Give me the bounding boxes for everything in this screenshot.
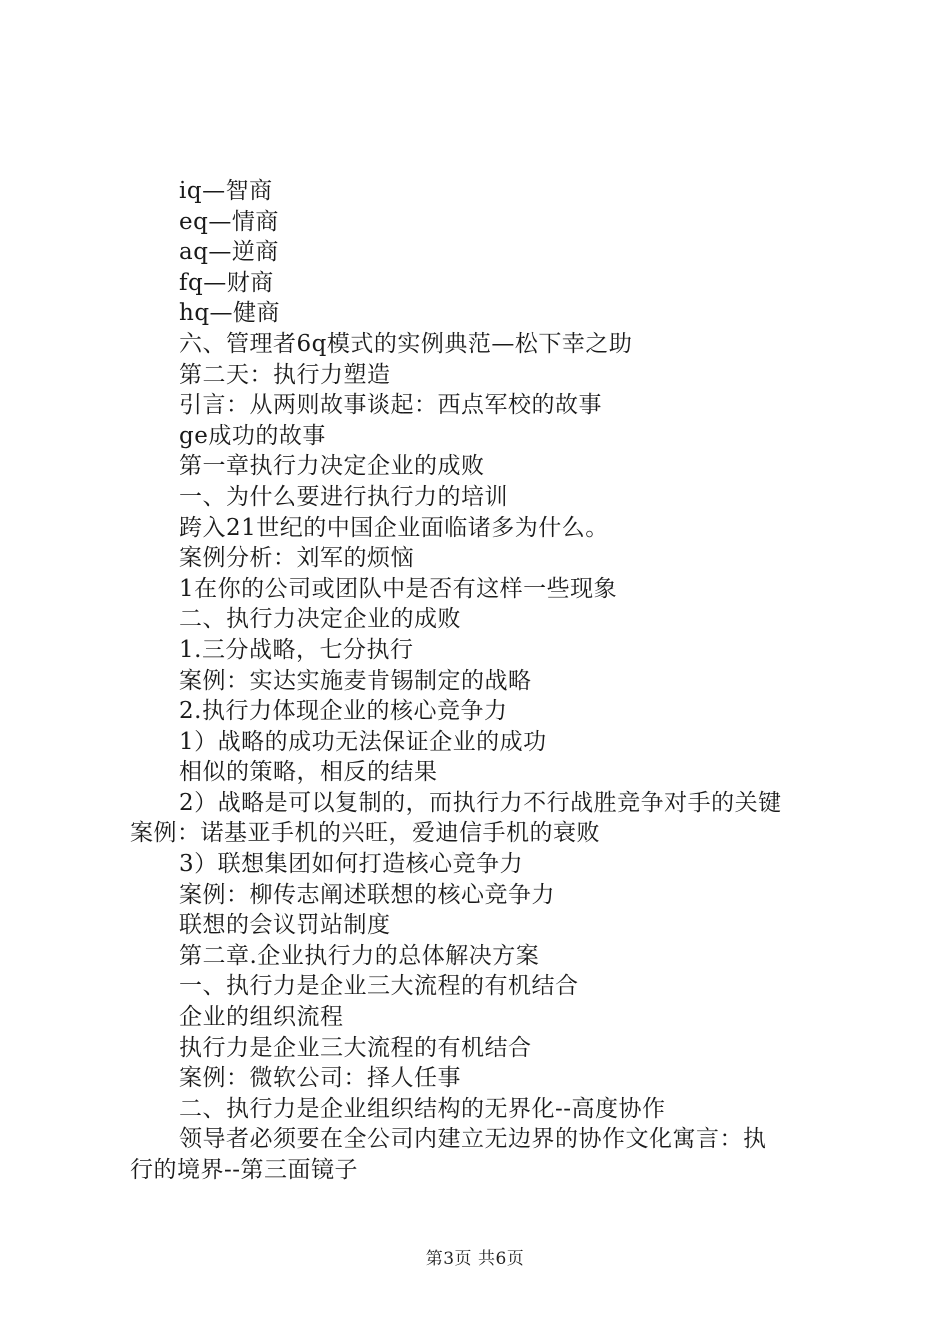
text-line: iq—智商 — [179, 178, 273, 204]
text-line: 1在你的公司或团队中是否有这样一些现象 — [179, 575, 618, 602]
text-line: hq—健商 — [179, 300, 281, 327]
text-line: ge成功的故事 — [179, 422, 326, 449]
text-line: 2）战略是可以复制的，而执行力不行战胜竞争对手的关键 — [179, 789, 782, 816]
text-line: aq—逆商 — [179, 239, 279, 266]
text-line: 行的境界--第三面镜子 — [130, 1157, 359, 1183]
text-line: 2.执行力体现企业的核心竞争力 — [179, 698, 508, 725]
text-line: 领导者必须要在全公司内建立无边界的协作文化寓言：执 — [179, 1126, 767, 1153]
text-line: 案例：实达实施麦肯锡制定的战略 — [179, 667, 532, 694]
text-line: 引言：从两则故事谈起：西点军校的故事 — [179, 392, 602, 419]
text-line: 相似的策略，相反的结果 — [179, 759, 438, 786]
text-line: 3）联想集团如何打造核心竞争力 — [179, 851, 524, 878]
text-line: 案例分析：刘军的烦恼 — [179, 545, 414, 572]
section-heading: 一、执行力是企业三大流程的有机结合 — [179, 973, 579, 1000]
text-line: 1.三分战略，七分执行 — [179, 636, 414, 663]
text-line: 案例：柳传志阐述联想的核心竞争力 — [179, 881, 555, 908]
document-body — [130, 176, 835, 1186]
page-number-footer: 第3页 共6页 — [425, 1249, 525, 1269]
text-line: 企业的组织流程 — [179, 1004, 344, 1031]
text-line: 1）战略的成功无法保证企业的成功 — [179, 728, 547, 755]
text-line: 跨入21世纪的中国企业面临诸多为什么。 — [179, 514, 609, 541]
section-heading: 二、执行力决定企业的成败 — [179, 606, 461, 633]
text-line: 案例：微软公司：择人任事 — [179, 1065, 461, 1092]
chapter-heading: 第二章.企业执行力的总体解决方案 — [179, 942, 540, 969]
day-heading: 第二天：执行力塑造 — [179, 361, 391, 388]
section-heading: 二、执行力是企业组织结构的无界化--高度协作 — [179, 1095, 666, 1122]
text-line: fq—财商 — [179, 269, 274, 296]
section-heading: 六、管理者6q模式的实例典范—松下幸之助 — [179, 330, 633, 357]
text-line: 联想的会议罚站制度 — [179, 912, 391, 939]
section-heading: 一、为什么要进行执行力的培训 — [179, 483, 508, 510]
text-line: 执行力是企业三大流程的有机结合 — [179, 1034, 532, 1061]
text-line: eq—情商 — [179, 208, 279, 235]
chapter-heading: 第一章执行力决定企业的成败 — [179, 453, 485, 480]
text-line: 案例：诺基亚手机的兴旺，爱迪信手机的衰败 — [130, 820, 600, 847]
